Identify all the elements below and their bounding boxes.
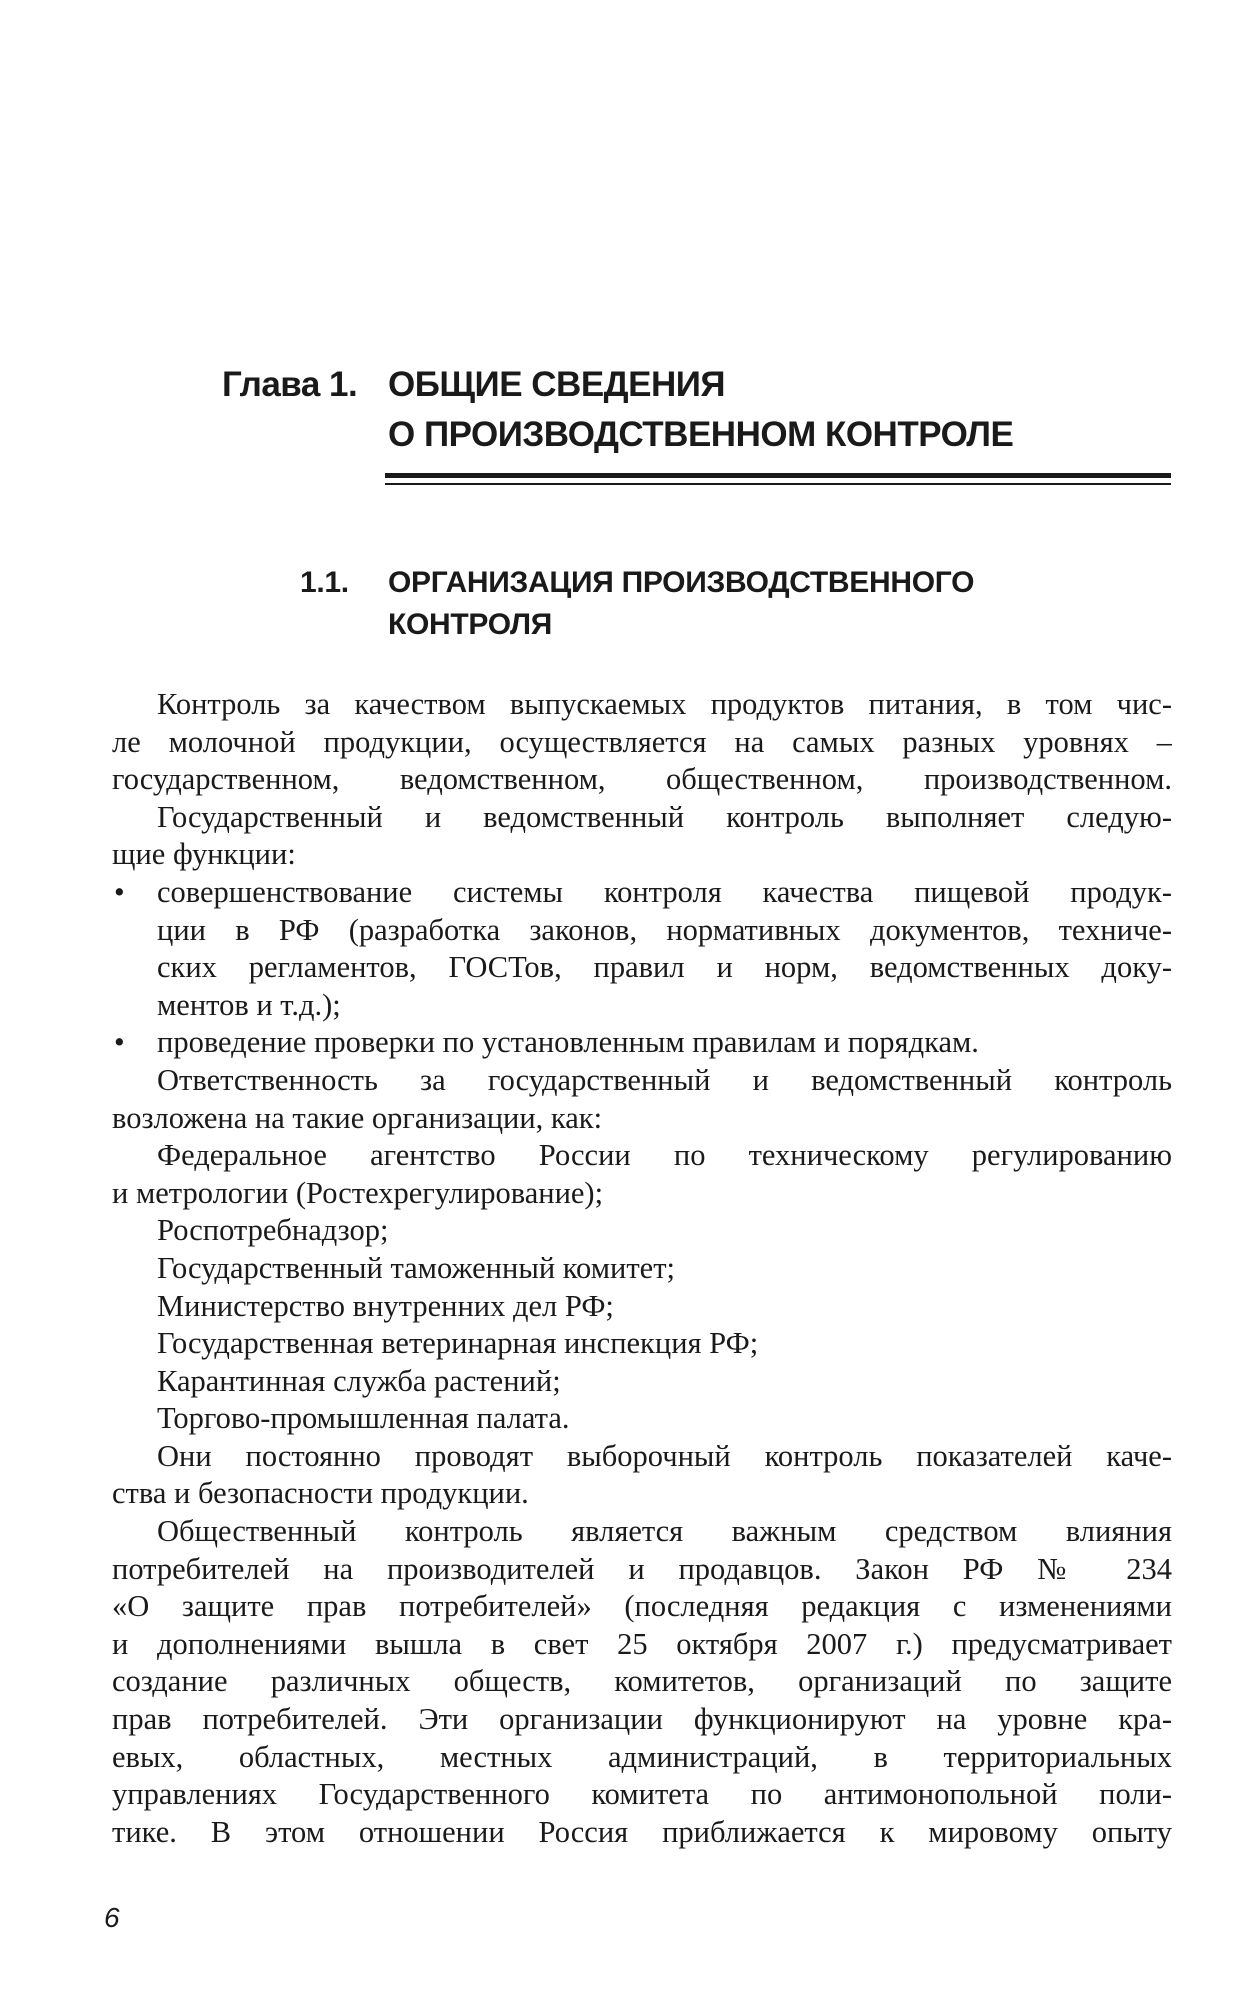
text-line: совершенствование системы контроля качества пищевой продук- [157,874,1172,909]
text-line: проведение проверки по установленным правилам и порядкам. [157,1025,979,1060]
text-line: евых, областных, местных администраций, в территориальных [112,1739,1172,1774]
text-line: ментов и т.д.); [157,987,341,1022]
bullet-icon: • [114,874,125,909]
bullet-item [112,1024,1172,1062]
text-line: управлениях Государственного комитета по антимонопольной поли- [112,1777,1172,1812]
chapter-title [388,360,1013,460]
organization-item: Торгово-промышленная палата. [157,1401,570,1436]
text-line: ства и безопасности продукции. [112,1476,529,1511]
text-line: государственном, ведомственном, общественном, производственном. [112,762,1172,797]
text-line: и метрологии (Ростехрегулирование); [112,1175,604,1210]
page-number: 6 [104,1902,120,1933]
organization-item: Государственная ветеринарная инспекция РФ; [157,1326,759,1361]
organization-item: Роспотребнадзор; [157,1213,389,1248]
text-line: ле молочной продукции, осуществляется на самых разных уровнях – [112,724,1172,759]
text-line: создание различных обществ, комитетов, организаций по защите [112,1664,1172,1699]
chapter-rule-thin [385,483,1171,485]
body-text [112,686,1172,1851]
organization-item: Государственный таможенный комитет; [157,1250,675,1285]
text-line: потребителей на производителей и продавцов. Закон РФ № 234 [112,1551,1172,1586]
section-title-line: КОНТРОЛЯ [388,608,553,641]
text-line: Ответственность за государственный и ведомственный контроль [157,1062,1172,1097]
text-line: Контроль за качеством выпускаемых продуктов питания, в том чис- [157,687,1172,721]
text-line: ции в РФ (разработка законов, нормативных документов, техниче- [157,912,1172,947]
chapter-title-line: О ПРОИЗВОДСТВЕННОМ КОНТРОЛЕ [388,415,1014,454]
text-line: щие функции: [112,837,296,872]
section-number: 1.1. [300,566,349,599]
text-line: и дополнениями вышла в свет 25 октября 2007 г.) предусматривает [112,1626,1172,1661]
text-line: Федеральное агентство России по техническому регулированию [157,1138,1172,1173]
text-line: «О защите прав потребителей» (последняя редакция с изменениями [112,1589,1172,1624]
section-title-line: ОРГАНИЗАЦИЯ ПРОИЗВОДСТВЕННОГО [388,566,975,599]
chapter-title-line: ОБЩИЕ СВЕДЕНИЯ [388,365,726,404]
text-line: Государственный и ведомственный контроль выполняет следую- [157,799,1172,834]
section-title [388,562,974,646]
bullet-icon: • [114,1025,125,1060]
chapter-label: Глава 1. [222,365,358,404]
organization-item: Карантинная служба растений; [157,1363,561,1398]
bullet-item [112,874,1172,912]
text-line: тике. В этом отношении Россия приближается к мировому опыту [112,1814,1172,1849]
text-line: Общественный контроль является важным средством влияния [157,1514,1172,1549]
chapter-rule-thick [385,473,1171,478]
text-line: Они постоянно проводят выборочный контроль показателей каче- [157,1438,1172,1473]
organization-item: Министерство внутренних дел РФ; [157,1288,614,1323]
text-line: ских регламентов, ГОСТов, правил и норм, ведомственных доку- [157,950,1172,985]
text-line: прав потребителей. Эти организации функционируют на уровне кра- [112,1702,1172,1737]
text-line: возложена на такие организации, как: [112,1100,603,1135]
